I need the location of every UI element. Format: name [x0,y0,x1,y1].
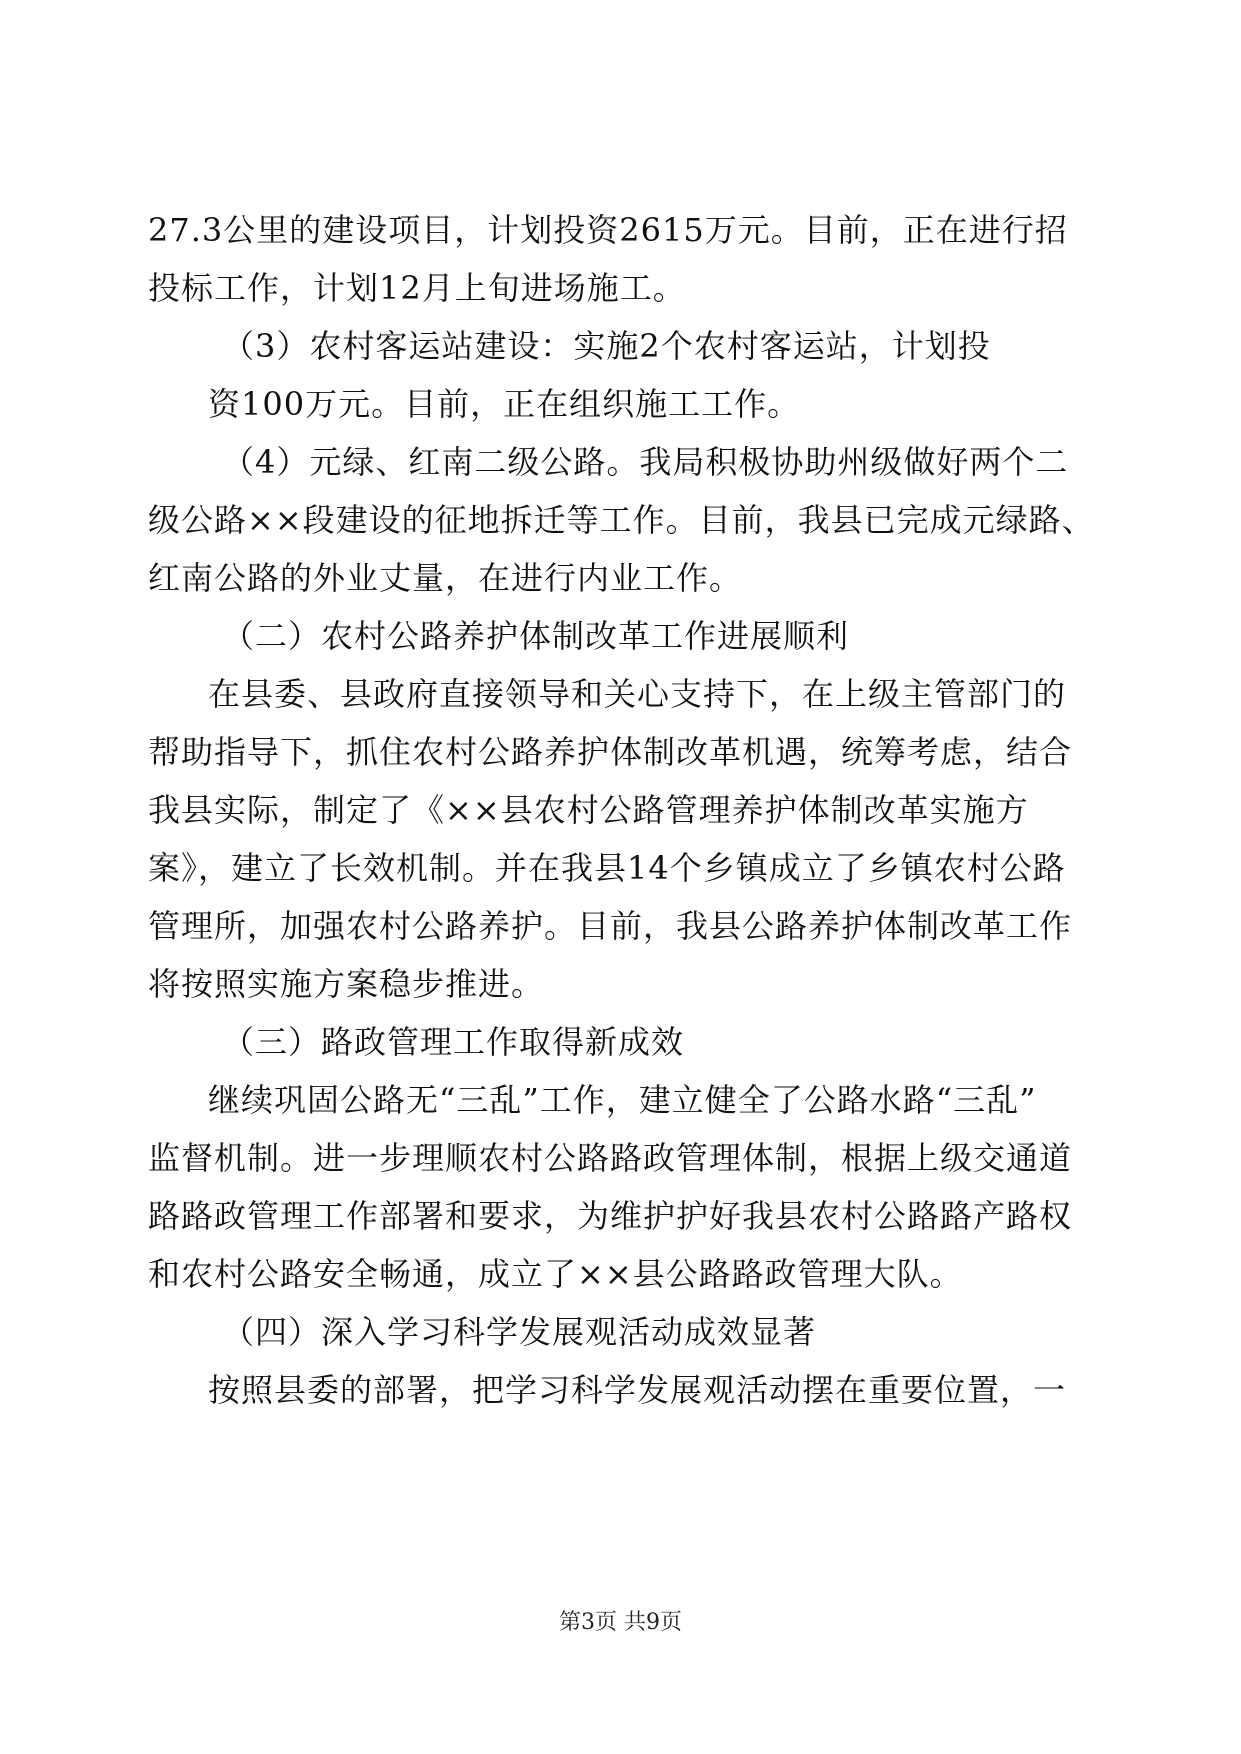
body-line-17: 监督机制。进一步理顺农村公路路政管理体制，根据上级交通道 [148,1139,1073,1177]
body-line-1: 27.3公里的建设项目，计划投资2615万元。目前，正在进行招 [148,211,1068,249]
body-line-3: （3）农村客运站建设：实施2个农村客运站，计划投 [222,327,991,365]
body-line-11: 我县实际，制定了《××县农村公路管理养护体制改革实施方 [148,791,1029,829]
body-line-19: 和农村公路安全畅通，成立了××县公路路政管理大队。 [148,1255,963,1293]
body-line-13: 管理所，加强农村公路养护。目前，我县公路养护体制改革工作 [148,907,1073,945]
section-heading-4: （四）深入学习科学发展观活动成效显著 [222,1313,817,1351]
body-line-10: 帮助指导下，抓住农村公路养护体制改革机遇，统筹考虑，结合 [148,733,1073,771]
body-line-12: 案》，建立了长效机制。并在我县14个乡镇成立了乡镇农村公路 [148,849,1066,887]
body-line-21: 按照县委的部署，把学习科学发展观活动摆在重要位置，一 [208,1371,1067,1409]
body-line-4: 资100万元。目前，正在组织施工工作。 [208,385,801,423]
body-line-2: 投标工作，计划12月上旬进场施工。 [148,269,686,307]
body-line-6: 级公路××段建设的征地拆迁等工作。目前，我县已完成元绿路、 [148,501,1095,539]
body-line-14: 将按照实施方案稳步推进。 [148,965,545,1003]
body-line-7: 红南公路的外业丈量，在进行内业工作。 [148,559,743,597]
body-line-5: （4）元绿、红南二级公路。我局积极协助州级做好两个二 [222,443,1069,481]
body-line-9: 在县委、县政府直接领导和关心支持下，在上级主管部门的 [208,675,1067,713]
section-heading-3: （三）路政管理工作取得新成效 [222,1023,685,1061]
page-number-footer: 第3页 共9页 [559,1610,682,1635]
section-heading-2: （二）农村公路养护体制改革工作进展顺利 [222,617,850,655]
body-line-16: 继续巩固公路无“三乱”工作，建立健全了公路水路“三乱” [208,1081,1037,1119]
body-line-18: 路路政管理工作部署和要求，为维护护好我县农村公路路产路权 [148,1197,1073,1235]
